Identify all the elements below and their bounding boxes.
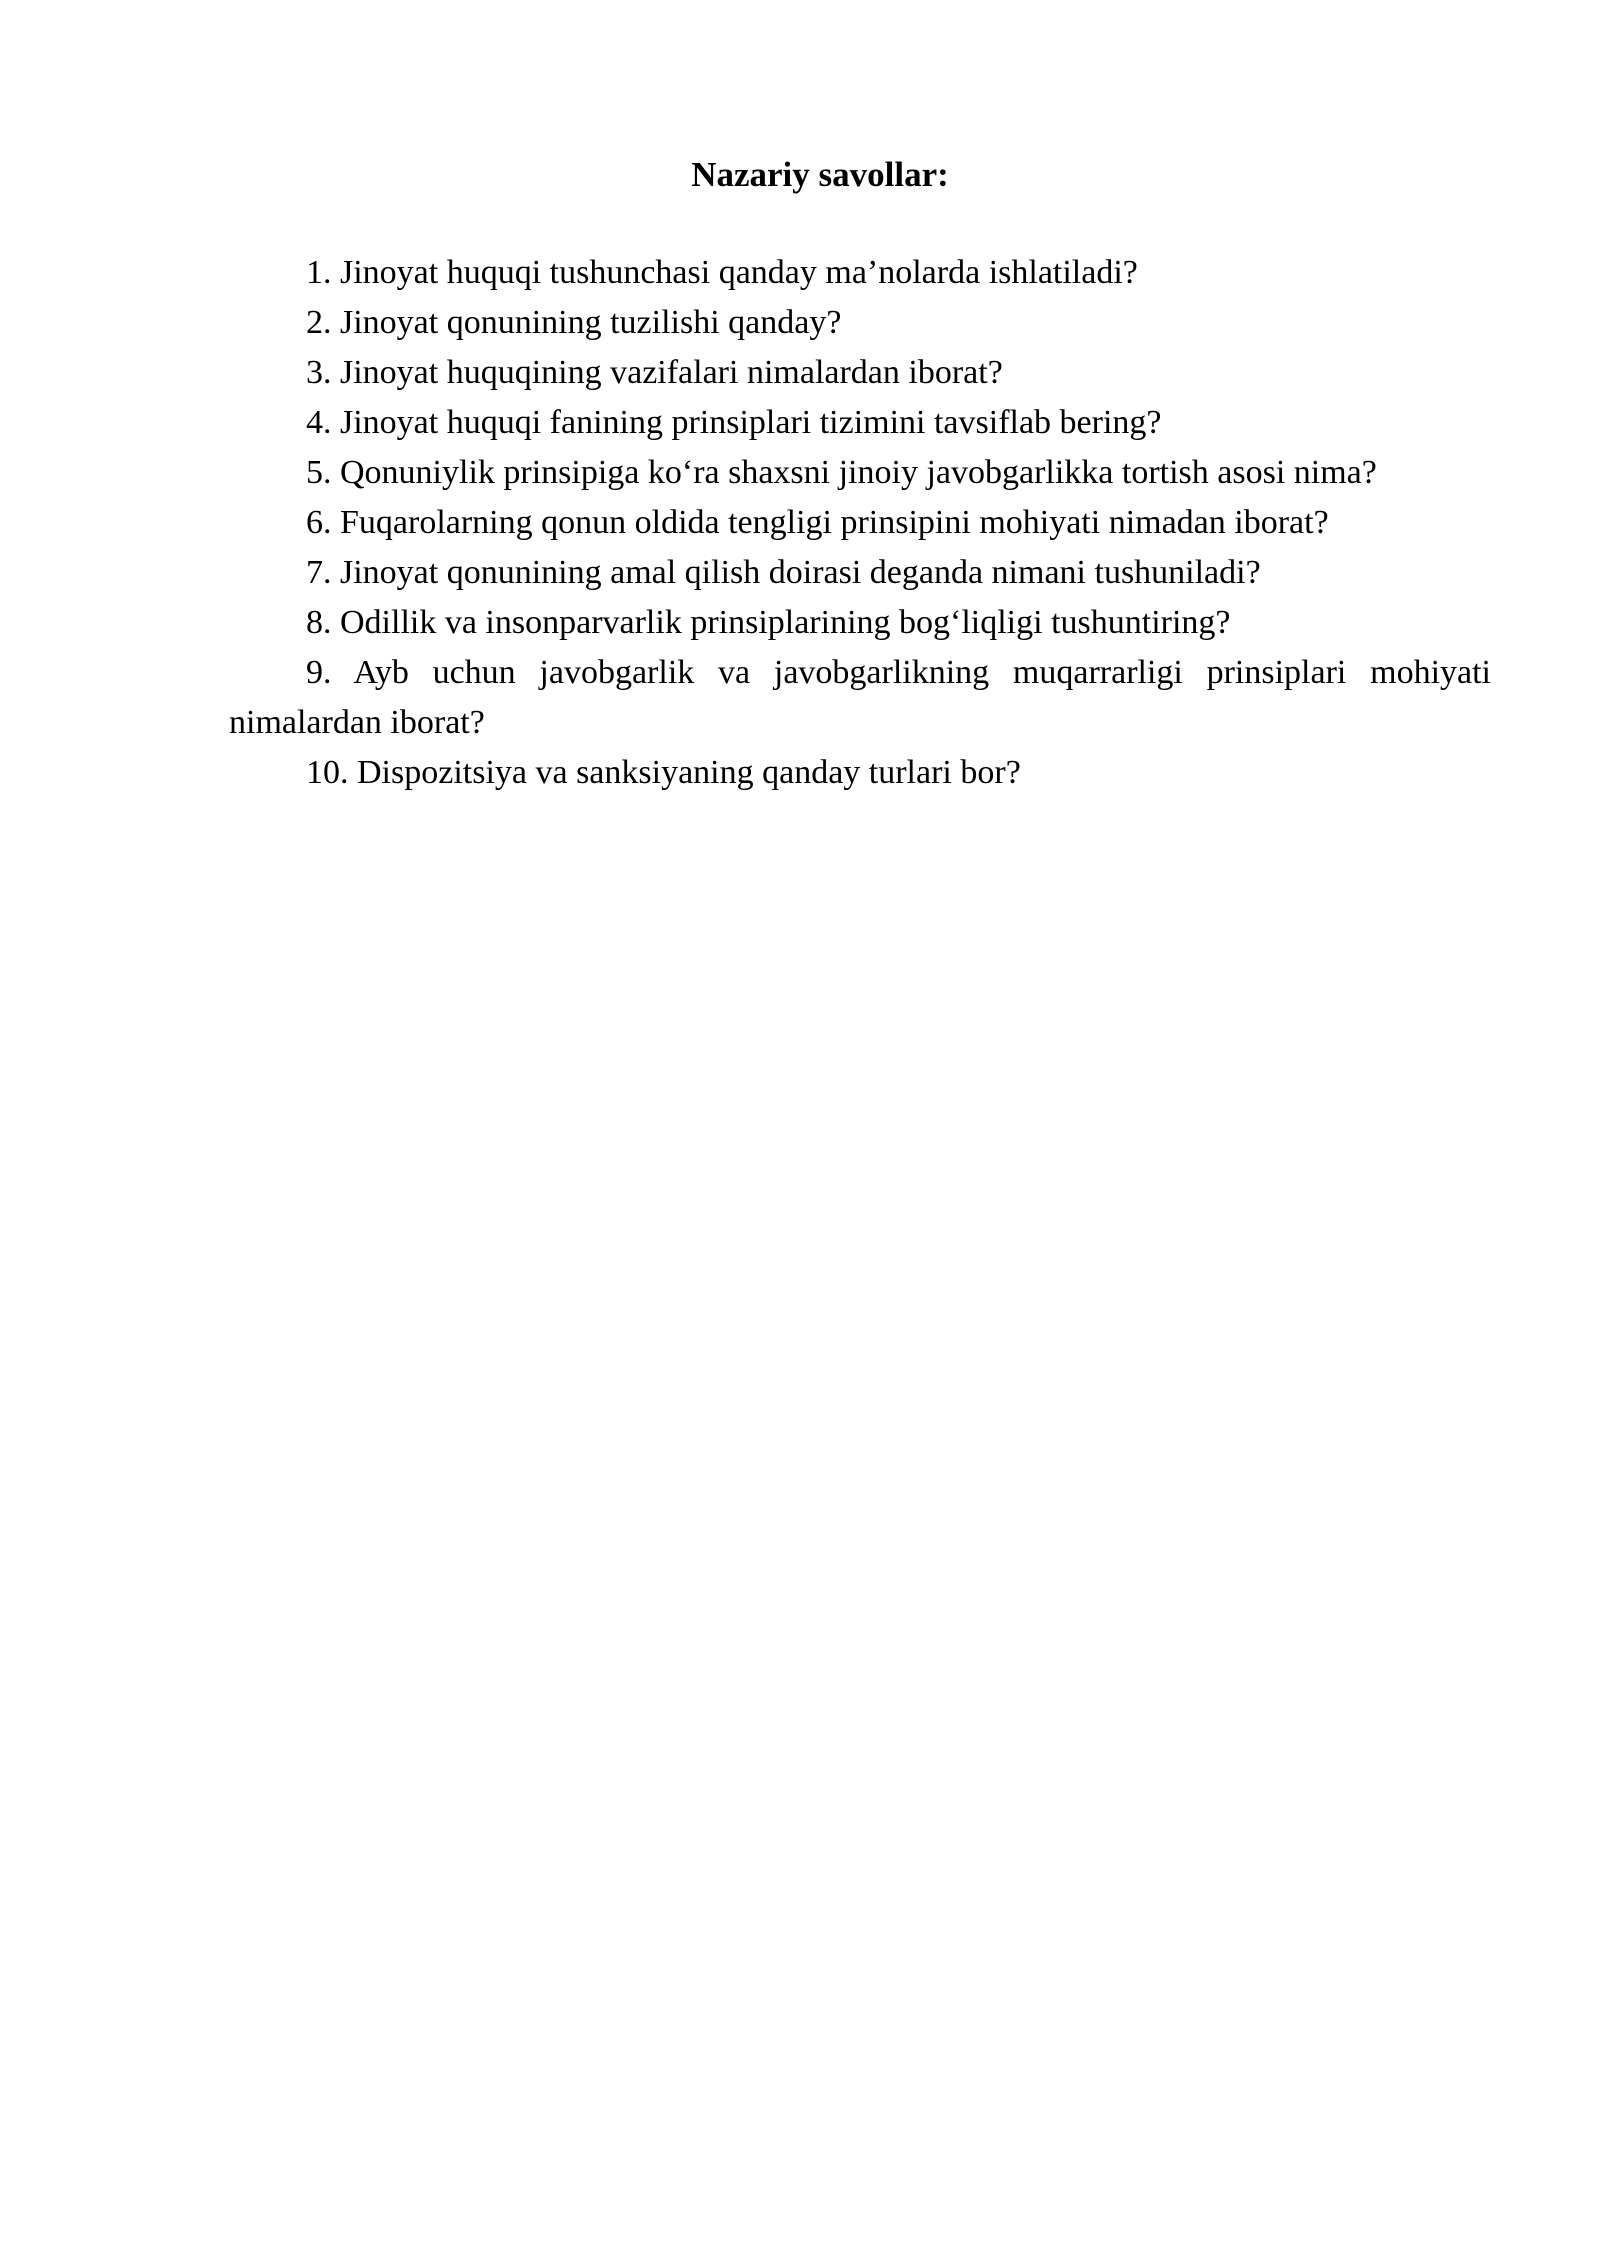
question-item: 4. Jinoyat huquqi fanining prinsiplari tizimini tavsiflab bering? <box>306 404 1162 441</box>
question-item: 9. Ayb uchun javobgarlik va javobgarlikning muqarrarligi prinsiplari mohiyati nimalardan iborat? <box>229 654 1491 741</box>
question-item: 6. Fuqarolarning qonun oldida tengligi prinsipini mohiyati nimadan iborat? <box>306 504 1329 541</box>
question-item: 5. Qonuniylik prinsipiga ko‘ra shaxsni jinoiy javobgarlikka tortish asosi nima? <box>306 454 1377 491</box>
question-item: 1. Jinoyat huquqi tushunchasi qanday ma’nolarda ishlatiladi? <box>306 254 1138 291</box>
question-item: 2. Jinoyat qonunining tuzilishi qanday? <box>306 304 842 341</box>
question-item: 10. Dispozitsiya va sanksiyaning qanday turlari bor? <box>306 754 1021 791</box>
question-item: 8. Odillik va insonparvarlik prinsiplarining bog‘liqligi tushuntiring? <box>306 604 1231 641</box>
question-item: 7. Jinoyat qonunining amal qilish doirasi deganda nimani tushuniladi? <box>306 554 1261 591</box>
document-title: Nazariy savollar: <box>691 155 949 194</box>
question-item: 3. Jinoyat huquqining vazifalari nimalardan iborat? <box>306 354 1003 391</box>
question-list <box>229 248 1491 798</box>
